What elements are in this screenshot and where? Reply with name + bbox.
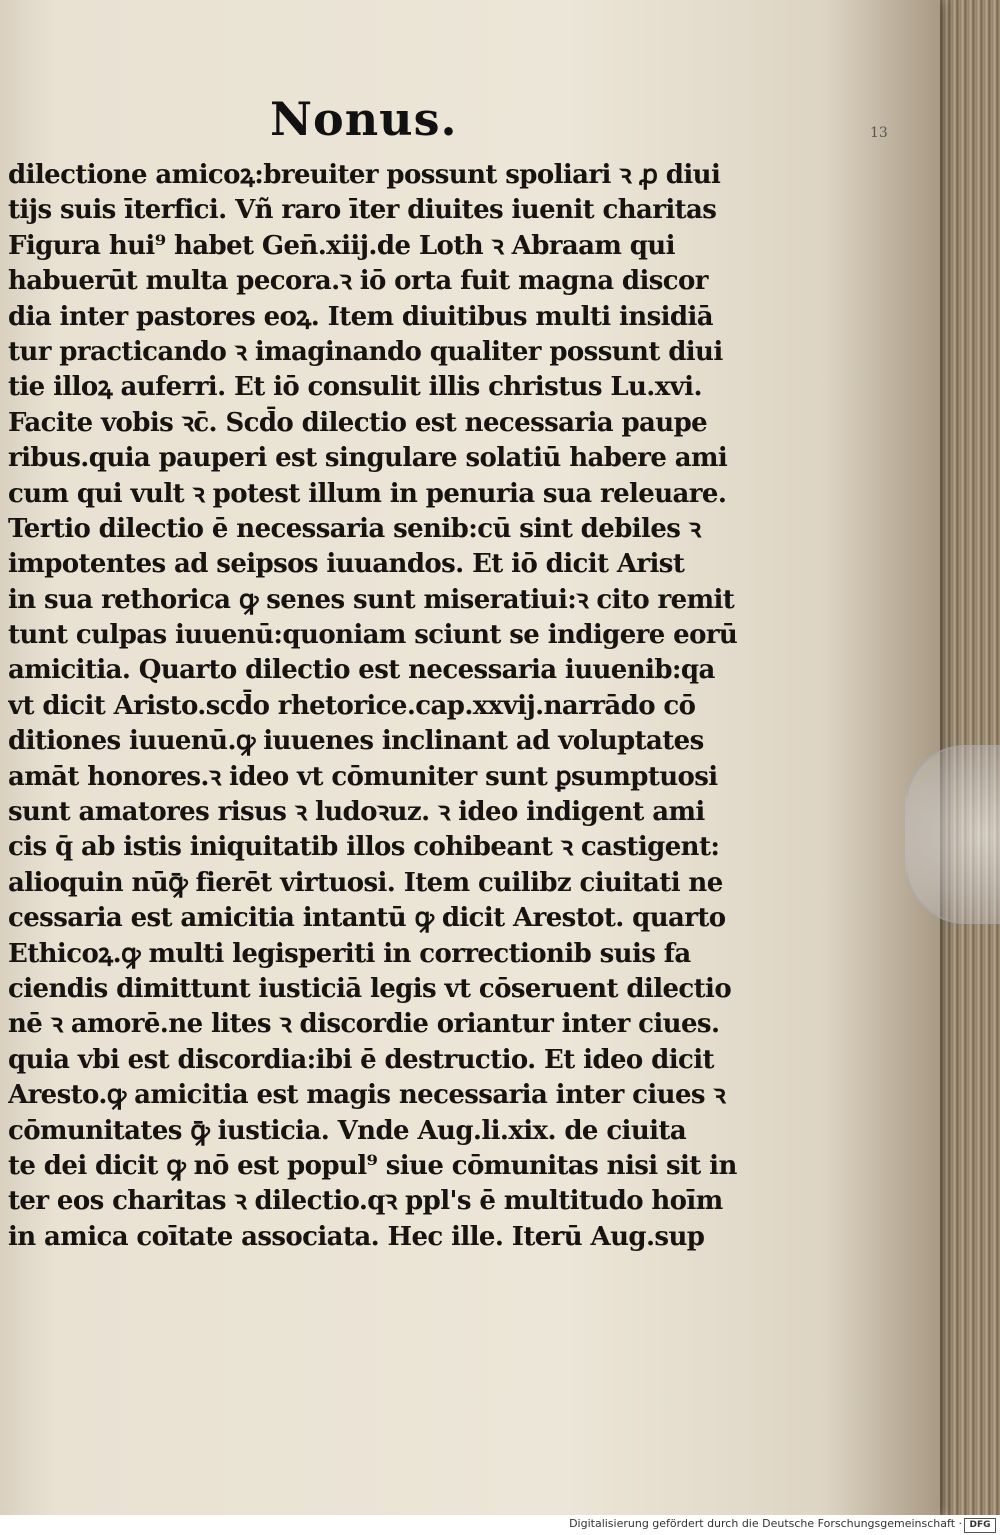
- text-line: tur practicando ꝛ imaginando qualiter possunt diui: [8, 336, 723, 367]
- text-block: [8, 158, 908, 1255]
- text-line: Figura hui⁹ habet Gen̄.xiij.de Loth ꝛ Abraam qui: [8, 230, 675, 261]
- text-line: vt dicit Aristo.scd̄o rhetorice.cap.xxvij.narrādo cō: [8, 690, 696, 721]
- text-line: ditiones iuuenū.ꝙ iuuenes inclinant ad voluptates: [8, 726, 704, 757]
- text-line: te dei dicit ꝙ nō est popul⁹ siue cōmunitas nisi sit in: [8, 1150, 737, 1181]
- text-line: cōmunitates ꝙ̄ iusticia. Vnde Aug.li.xix. de ciuita: [8, 1115, 687, 1146]
- page-clip: [905, 745, 1000, 924]
- text-line: Ethicoꝝ.ꝙ multi legisperiti in correctionib suis fa: [8, 938, 691, 969]
- footer-bar: [0, 1515, 1000, 1535]
- footer-credit: Digitalisierung gefördert durch die Deutsche Forschungsgemeinschaft ·: [569, 1517, 962, 1530]
- text-line: cessaria est amicitia intantū ꝙ dicit Arestot. quarto: [8, 903, 726, 934]
- text-line: nē ꝛ amorē.ne lites ꝛ discordie oriantur inter ciues.: [8, 1009, 720, 1040]
- dfg-logo: DFG: [964, 1518, 996, 1533]
- text-line: amāt honores.ꝛ ideo vt cōmuniter sunt ꝑsumptuosi: [8, 761, 718, 792]
- text-line: Tertio dilectio ē necessaria senib:cū sint debiles ꝛ: [8, 513, 701, 544]
- text-line: Facite vobis ꝛc̄. Scd̄o dilectio est necessaria paupe: [8, 407, 708, 438]
- page-heading: Nonus.: [270, 92, 458, 146]
- text-line: ter eos charitas ꝛ dilectio.qꝛ ppl's ē multitudo hoīm: [8, 1186, 723, 1217]
- text-line: impotentes ad seipsos iuuandos. Et iō dicit Arist: [8, 549, 685, 580]
- leaf-number: 13: [870, 125, 888, 141]
- text-line: Aresto.ꝙ amicitia est magis necessaria inter ciues ꝛ: [8, 1080, 726, 1111]
- text-line: amicitia. Quarto dilectio est necessaria iuuenib:qa: [8, 655, 715, 686]
- text-line: ribus.quia pauperi est singulare solatiū habere ami: [8, 443, 728, 474]
- text-line: alioquin nūꝙ̄ fierēt virtuosi. Item cuilibz ciuitati ne: [8, 867, 723, 898]
- text-line: tie illoꝝ auferri. Et iō consulit illis christus Lu.xvi.: [8, 372, 702, 403]
- text-line: in sua rethorica ꝙ senes sunt miseratiui:ꝛ cito remit: [8, 584, 735, 615]
- text-line: dia inter pastores eoꝝ. Item diuitibus multi insidiā: [8, 301, 713, 332]
- text-line: quia vbi est discordia:ibi ē destructio. Et ideo dicit: [8, 1044, 714, 1075]
- text-line: sunt amatores risus ꝛ ludoꝛuz. ꝛ ideo indigent ami: [8, 797, 705, 828]
- text-line: in amica coītate associata. Hec ille. Iterū Aug.sup: [8, 1221, 705, 1252]
- text-line: dilectione amicoꝝ:breuiter possunt spoliari ꝛ ꝓ diui: [8, 160, 721, 190]
- text-line: tijs suis īterfici. Vñ raro īter diuites iuenit charitas: [8, 195, 717, 226]
- text-line: cis q̄ ab istis iniquitatib illos cohibeant ꝛ castigent:: [8, 832, 720, 863]
- text-line: tunt culpas iuuenū:quoniam sciunt se indigere eorū: [8, 620, 738, 651]
- text-line: ciendis dimittunt iusticiā legis vt cōseruent dilectio: [8, 973, 732, 1004]
- text-line: habuerūt multa pecora.ꝛ iō orta fuit magna discor: [8, 266, 708, 297]
- text-line: cum qui vult ꝛ potest illum in penuria sua releuare.: [8, 478, 727, 509]
